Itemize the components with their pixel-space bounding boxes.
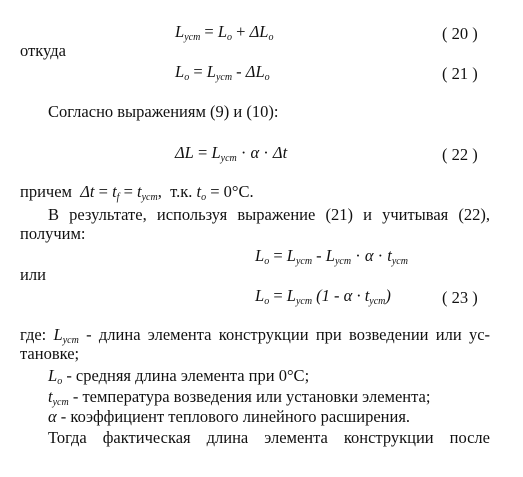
equation-20-number: ( 20 ) [442,24,478,43]
where-line-1: где: $L_{уст}$ - длина элемента конструкции при возведении или ус- [20,325,491,346]
paragraph-soglasno: Согласно выражениям (9) и (10): [48,102,279,121]
equation-20-formula: $L_{уст} = L_о + \Delta L_о$ [175,22,274,43]
equation-22 [175,145,287,164]
where-line-5: α - коэффициент теплового линейного расширения. [48,407,411,426]
equation-intermediate-formula: $L_о = L_{уст} - L_{уст} \cdot \alpha \cdot t_{уст}$ [255,246,408,267]
where-line-2: тановке; [20,344,80,363]
last-line: Тогда фактическая длина элемента конструкции после [48,428,490,447]
line-prichem: причем $\Delta t = t_f = t_{уст}$, т.к. $t_о = 0^\circ C$. [20,182,254,203]
text-otkuda: откуда [20,41,66,60]
text-ili: или [20,265,46,284]
where-line-3: $L_о$ - средняя длина элемента при 0°C; [48,366,310,387]
equation-21-formula: $L_о = L_{уст} - \Delta L_о$ [175,62,270,83]
where-line-4: $t_{уст}$ - температура возведения или установки элемента; [48,387,431,408]
equation-intermediate [255,248,408,267]
paragraph-v-rezultate-line1: В результате, используя выражение (21) и учитывая (22), [48,205,490,224]
equation-22-formula: $\Delta L = L_{уст} \cdot \alpha \cdot \Delta t$ [175,143,288,164]
equation-23 [255,288,391,307]
equation-21 [175,64,270,83]
equation-23-formula: $L_о = L_{уст}$ $(1 - \alpha \cdot t_{уст})$ [255,286,391,307]
equation-20 [175,24,273,43]
equation-21-number: ( 21 ) [442,64,478,83]
equation-22-number: ( 22 ) [442,145,478,164]
equation-23-number: ( 23 ) [442,288,478,307]
paragraph-v-rezultate-line2: получим: [20,224,86,243]
